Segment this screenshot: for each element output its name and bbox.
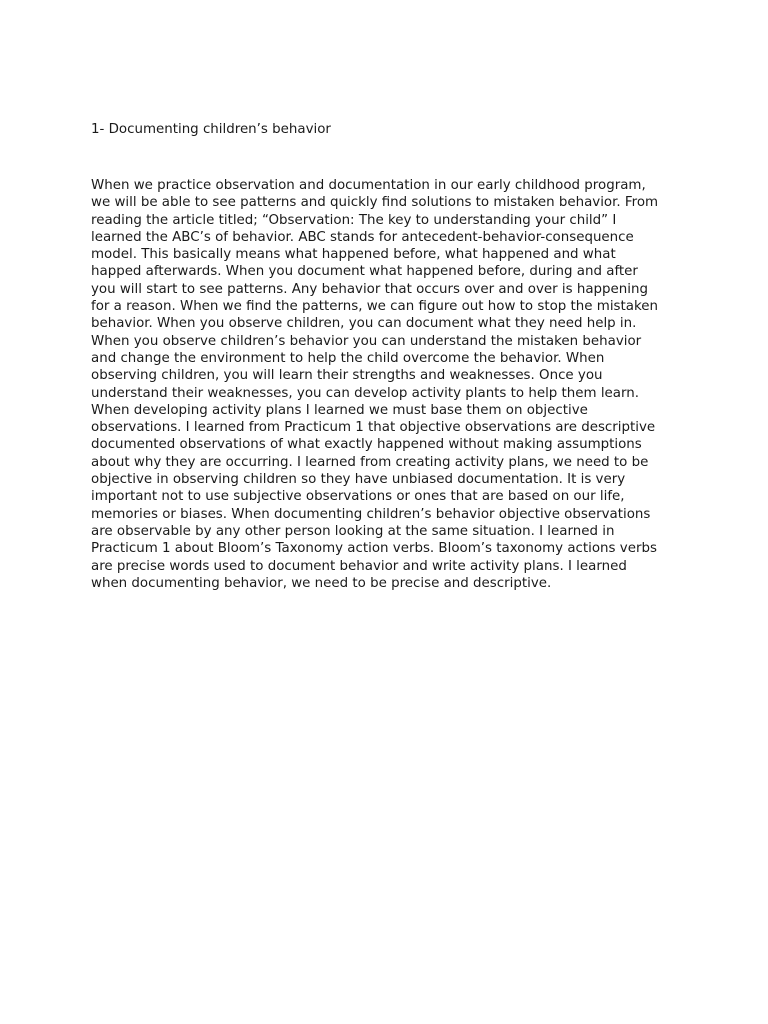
paragraph-line: and change the environment to help the child overcome the behavior. When [91,350,605,366]
paragraph-line: When we practice observation and documentation in our early childhood program, [91,178,646,193]
paragraph-line: When developing activity plans I learned we must base them on objective [91,402,588,418]
paragraph-line: observing children, you will learn their strengths and weaknesses. Once you [91,368,603,384]
paragraph-line: you will start to see patterns. Any behavior that occurs over and over is happening [91,281,648,297]
paragraph-line: important not to use subjective observations or ones that are based on our life, [91,489,625,505]
paragraph-line: When you observe children’s behavior you can understand the mistaken behavior [91,333,642,349]
paragraph-line: are observable by any other person looking at the same situation. I learned in [91,523,615,539]
paragraph-line: memories or biases. When documenting children’s behavior objective observations [91,506,651,522]
paragraph-line: learned the ABC’s of behavior. ABC stands for antecedent-behavior-consequence [91,229,634,245]
paragraph-line: we will be able to see patterns and quickly find solutions to mistaken behavior. From [91,195,659,211]
paragraph-line: understand their weaknesses, you can develop activity plants to help them learn. [91,385,640,401]
body-paragraph [91,177,691,592]
paragraph-line: Practicum 1 about Bloom’s Taxonomy action verbs. Bloom’s taxonomy actions verbs [91,541,657,557]
paragraph-line: behavior. When you observe children, you can document what they need help in. [91,316,637,332]
paragraph-line: objective in observing children so they have unbiased documentation. It is very [91,472,626,488]
paragraph-line: are precise words used to document behavior and write activity plans. I learned [91,558,627,574]
paragraph-line: when documenting behavior, we need to be precise and descriptive. [91,575,552,591]
paragraph-line: about why they are occurring. I learned from creating activity plans, we need to be [91,454,649,470]
paragraph-line: observations. I learned from Practicum 1 that objective observations are descriptive [91,420,656,436]
paragraph-line: reading the article titled; “Observation: The key to understanding your child” I [91,212,617,228]
paragraph-line: model. This basically means what happened before, what happened and what [91,247,616,263]
paragraph-line: for a reason. When we find the patterns, we can figure out how to stop the mistaken [91,299,658,315]
paragraph-line: documented observations of what exactly happened without making assumptions [91,437,642,453]
paragraph-line: happed afterwards. When you document what happened before, during and after [91,264,638,280]
document-heading: 1- Documenting children’s behavior [91,122,331,137]
